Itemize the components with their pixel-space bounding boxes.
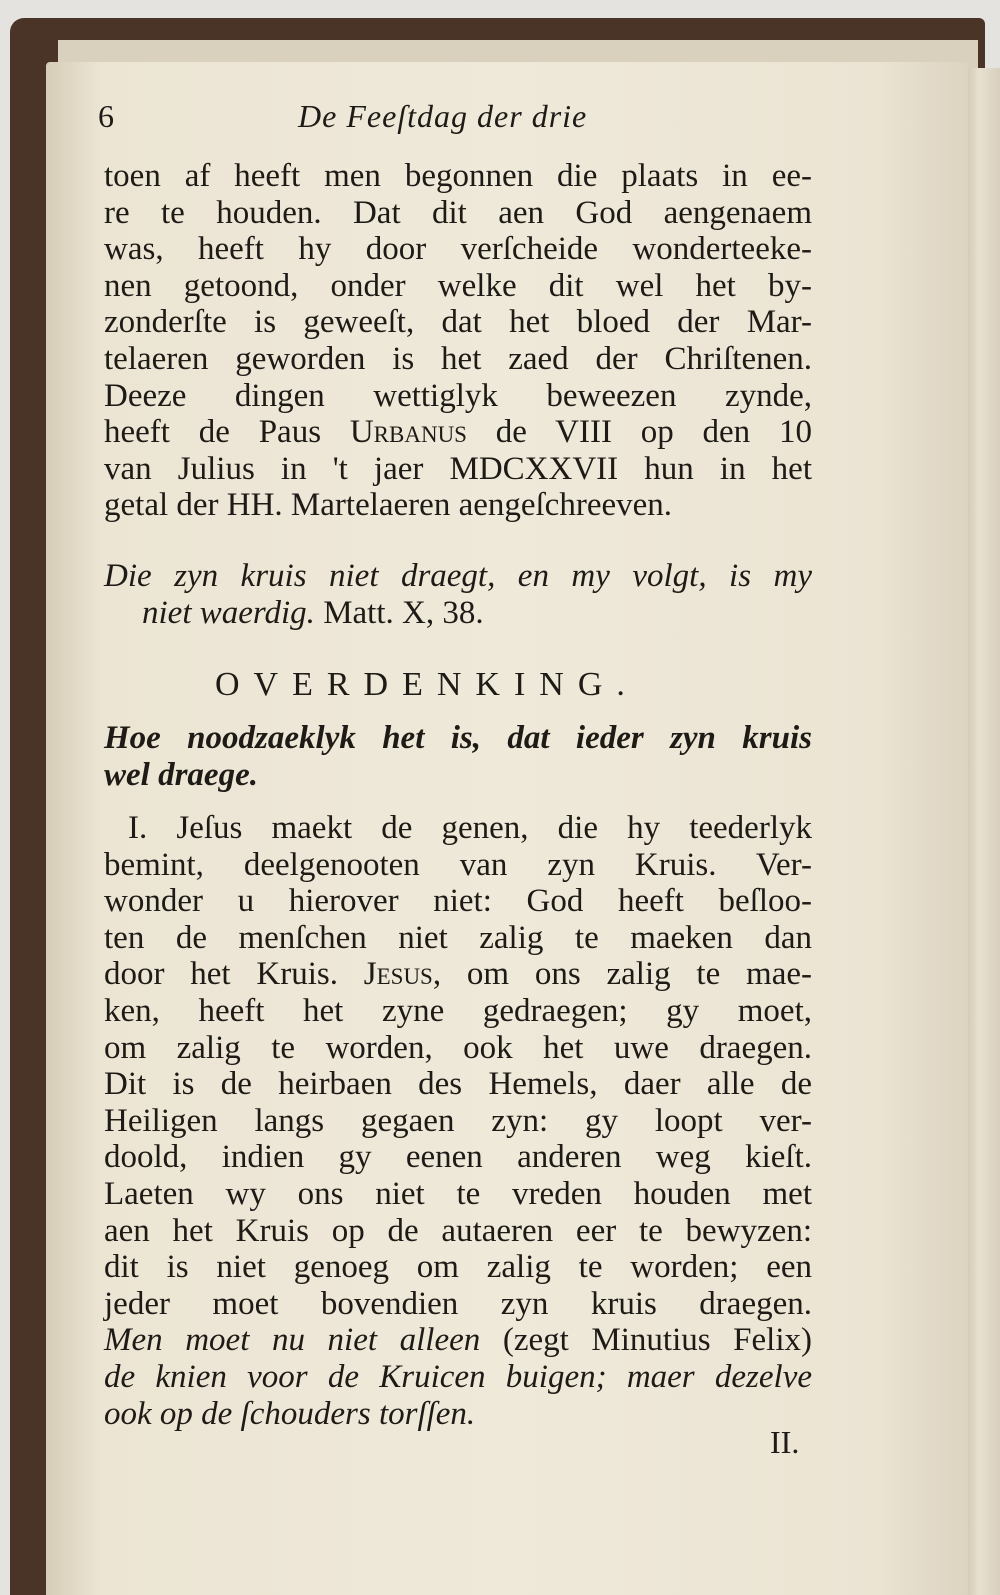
text: door het Kruis.	[104, 956, 364, 993]
text-line: de knien voor de Kruicen buigen; maer dezelve	[104, 1358, 812, 1395]
text: (zegt Minutius Felix)	[480, 1322, 813, 1359]
italic-text: Men moet nu niet alleen	[104, 1322, 481, 1359]
text-line: Dit is de heirbaen des Hemels, daer alle de	[104, 1066, 812, 1103]
text: heeft de Paus	[104, 414, 350, 451]
text: , om ons zalig te mae-	[432, 956, 812, 993]
quote-reference: Matt. X, 38.	[314, 594, 484, 631]
name-urbanus: Urbanus	[349, 414, 467, 451]
quote-line: Die zyn kruis niet draegt, en my volgt, is my	[104, 558, 812, 594]
catchword: II.	[770, 1424, 800, 1460]
text: de VIII op den 10	[466, 414, 812, 451]
section-subtitle	[104, 720, 812, 793]
quote-text: niet waerdig.	[142, 594, 315, 631]
subtitle-line: Hoe noodzaeklyk het is, dat ieder zyn kruis	[104, 720, 812, 756]
text-line: om zalig te worden, ook het uwe draegen.	[104, 1029, 812, 1066]
text-line: toen af heeft men begonnen die plaats in ee-	[104, 158, 812, 194]
text-line: Heiligen langs gegaen zyn: gy loopt ver-	[104, 1102, 812, 1139]
running-head: De Feeſtdag der drie	[298, 98, 588, 134]
text-line: Laeten wy ons niet te vreden houden met	[104, 1175, 812, 1212]
text-line: jeder moet bovendien zyn kruis draegen.	[104, 1285, 812, 1322]
text-line: aen het Kruis op de autaeren eer te bewyzen:	[104, 1212, 812, 1249]
text-line: van Julius in 't jaer MDCXXVII hun in het	[104, 450, 812, 487]
text-line	[104, 1322, 812, 1359]
text-line: re te houden. Dat dit aen God aengenaem	[104, 194, 812, 231]
text-line: ken, heeft het zyne gedraegen; gy moet,	[104, 992, 812, 1029]
text-line: ook op de ſchouders torſſen.	[104, 1395, 476, 1432]
scripture-quote	[104, 558, 812, 631]
text-line: was, heeft hy door verſcheide wonderteeke-	[104, 231, 812, 268]
facing-page-edge	[965, 68, 1000, 1595]
text-line: ten de menſchen niet zalig te maeken dan	[104, 919, 812, 956]
text-line	[104, 414, 812, 451]
text-line: dit is niet genoeg om zalig te worden; een	[104, 1249, 812, 1286]
subtitle-line: wel draege.	[104, 756, 258, 793]
text-line	[104, 956, 812, 993]
quote-line	[104, 595, 812, 632]
text-line: bemint, deelgenooten van zyn Kruis. Ver-	[104, 846, 812, 883]
body-paragraph	[104, 810, 812, 1432]
text-line: I. Jeſus maekt de genen, die hy teederlyk	[128, 810, 812, 846]
text-line: getal der HH. Martelaeren aengeſchreeven.	[104, 487, 673, 524]
section-title: OVERDENKING.	[215, 666, 639, 703]
page-number: 6	[98, 98, 114, 134]
text-line: nen getoond, onder welke dit wel het by-	[104, 267, 812, 304]
text-line: Deeze dingen wettiglyk beweezen zynde,	[104, 377, 812, 414]
intro-paragraph	[104, 158, 812, 524]
name-jesus: Jesus	[363, 956, 433, 993]
text-line: doold, indien gy eenen anderen weg kieſt.	[104, 1139, 812, 1176]
text-line: telaeren geworden is het zaed der Chriſtenen.	[104, 340, 812, 377]
text-line: zonderſte is geweeſt, dat het bloed der Mar-	[104, 304, 812, 341]
text-line: wonder u hierover niet: God heeft beſloo-	[104, 883, 812, 920]
